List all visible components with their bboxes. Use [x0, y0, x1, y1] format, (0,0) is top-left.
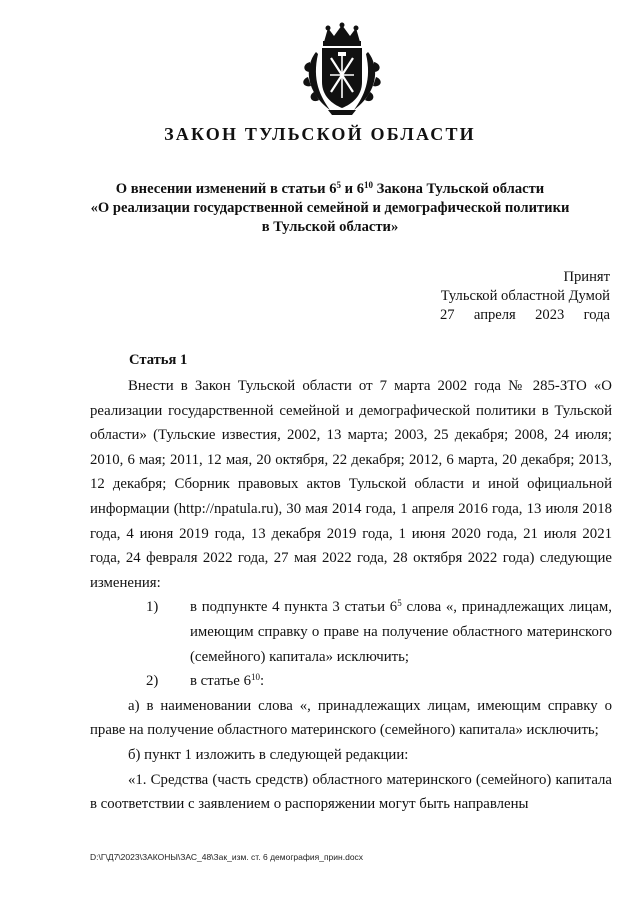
adoption-date: 27 апреля 2023 года: [440, 307, 610, 323]
document-title: ЗАКОН ТУЛЬСКОЙ ОБЛАСТИ: [164, 124, 476, 144]
article-title: Статья 1: [129, 352, 188, 368]
adopted-label: Принят: [563, 269, 610, 285]
article-body: [90, 374, 612, 817]
adoption-block: [410, 268, 610, 325]
law-name-line-3: в Тульской области»: [261, 219, 399, 235]
file-path-footer: D:\Г\Д7\2023\ЗАКОНЫ\ЗАС_48\Зак_изм. ст. 6 демография_прин.docx: [90, 852, 364, 862]
article-intro: Внести в Закон Тульской области от 7 марта 2002 года № 285-ЗТО «О реализации государственной семейной и демографической политики в Тульской области» (Тульские известия, 2002, 13 марта; 2003, 25 декабря; 2008, 24 июля; 2010, 6 мая; 2011, 12 мая, 20 октября, 22 декабря; 2012, 6 марта, 20 декабря; 2013, 12 декабря; Сборник правовых актов Тульской области и иной официальной информации (http://npatula.ru), 30 мая 2014 года, 1 апреля 2016 года, 13 июля 2018 года, 4 июня 2019 года, 13 декабря 2019 года, 1 июня 2020 года, 21 июля 2021 года, 24 февраля 2022 года, 27 мая 2022 года, 28 октября 2022 года) следующие изменения:: [90, 378, 612, 591]
adopting-body: Тульской областной Думой: [440, 288, 610, 304]
quoted-paragraph: «1. Средства (часть средств) областного материнского (семейного) капитала в соответствии с заявлением о распоряжении могут быть направлены: [90, 771, 612, 813]
law-name-line-1: О внесении изменений в статьи $6^5$ и $6^{10}$ Закона Тульской области: [115, 180, 545, 197]
coat-of-arms-emblem: [300, 22, 384, 117]
law-name: [60, 180, 600, 237]
list-item-1: 1) в подпункте 4 пункта 3 статьи $6^5$ слова «, принадлежащих лицам, имеющим справку о праве на получение областного материнского (семейного) капитала» исключить;: [146, 598, 612, 665]
law-name-line-2: «О реализации государственной семейной и демографической политики: [90, 200, 570, 216]
list-item-2: 2) в статье $6^{10}$:: [146, 672, 265, 690]
sub-item-b: б) пункт 1 изложить в следующей редакции:: [128, 746, 409, 763]
sub-item-a: а) в наименовании слова «, принадлежащих лицам, имеющим справку о праве на получение областного материнского (семейного) капитала» исключить;: [90, 697, 612, 739]
